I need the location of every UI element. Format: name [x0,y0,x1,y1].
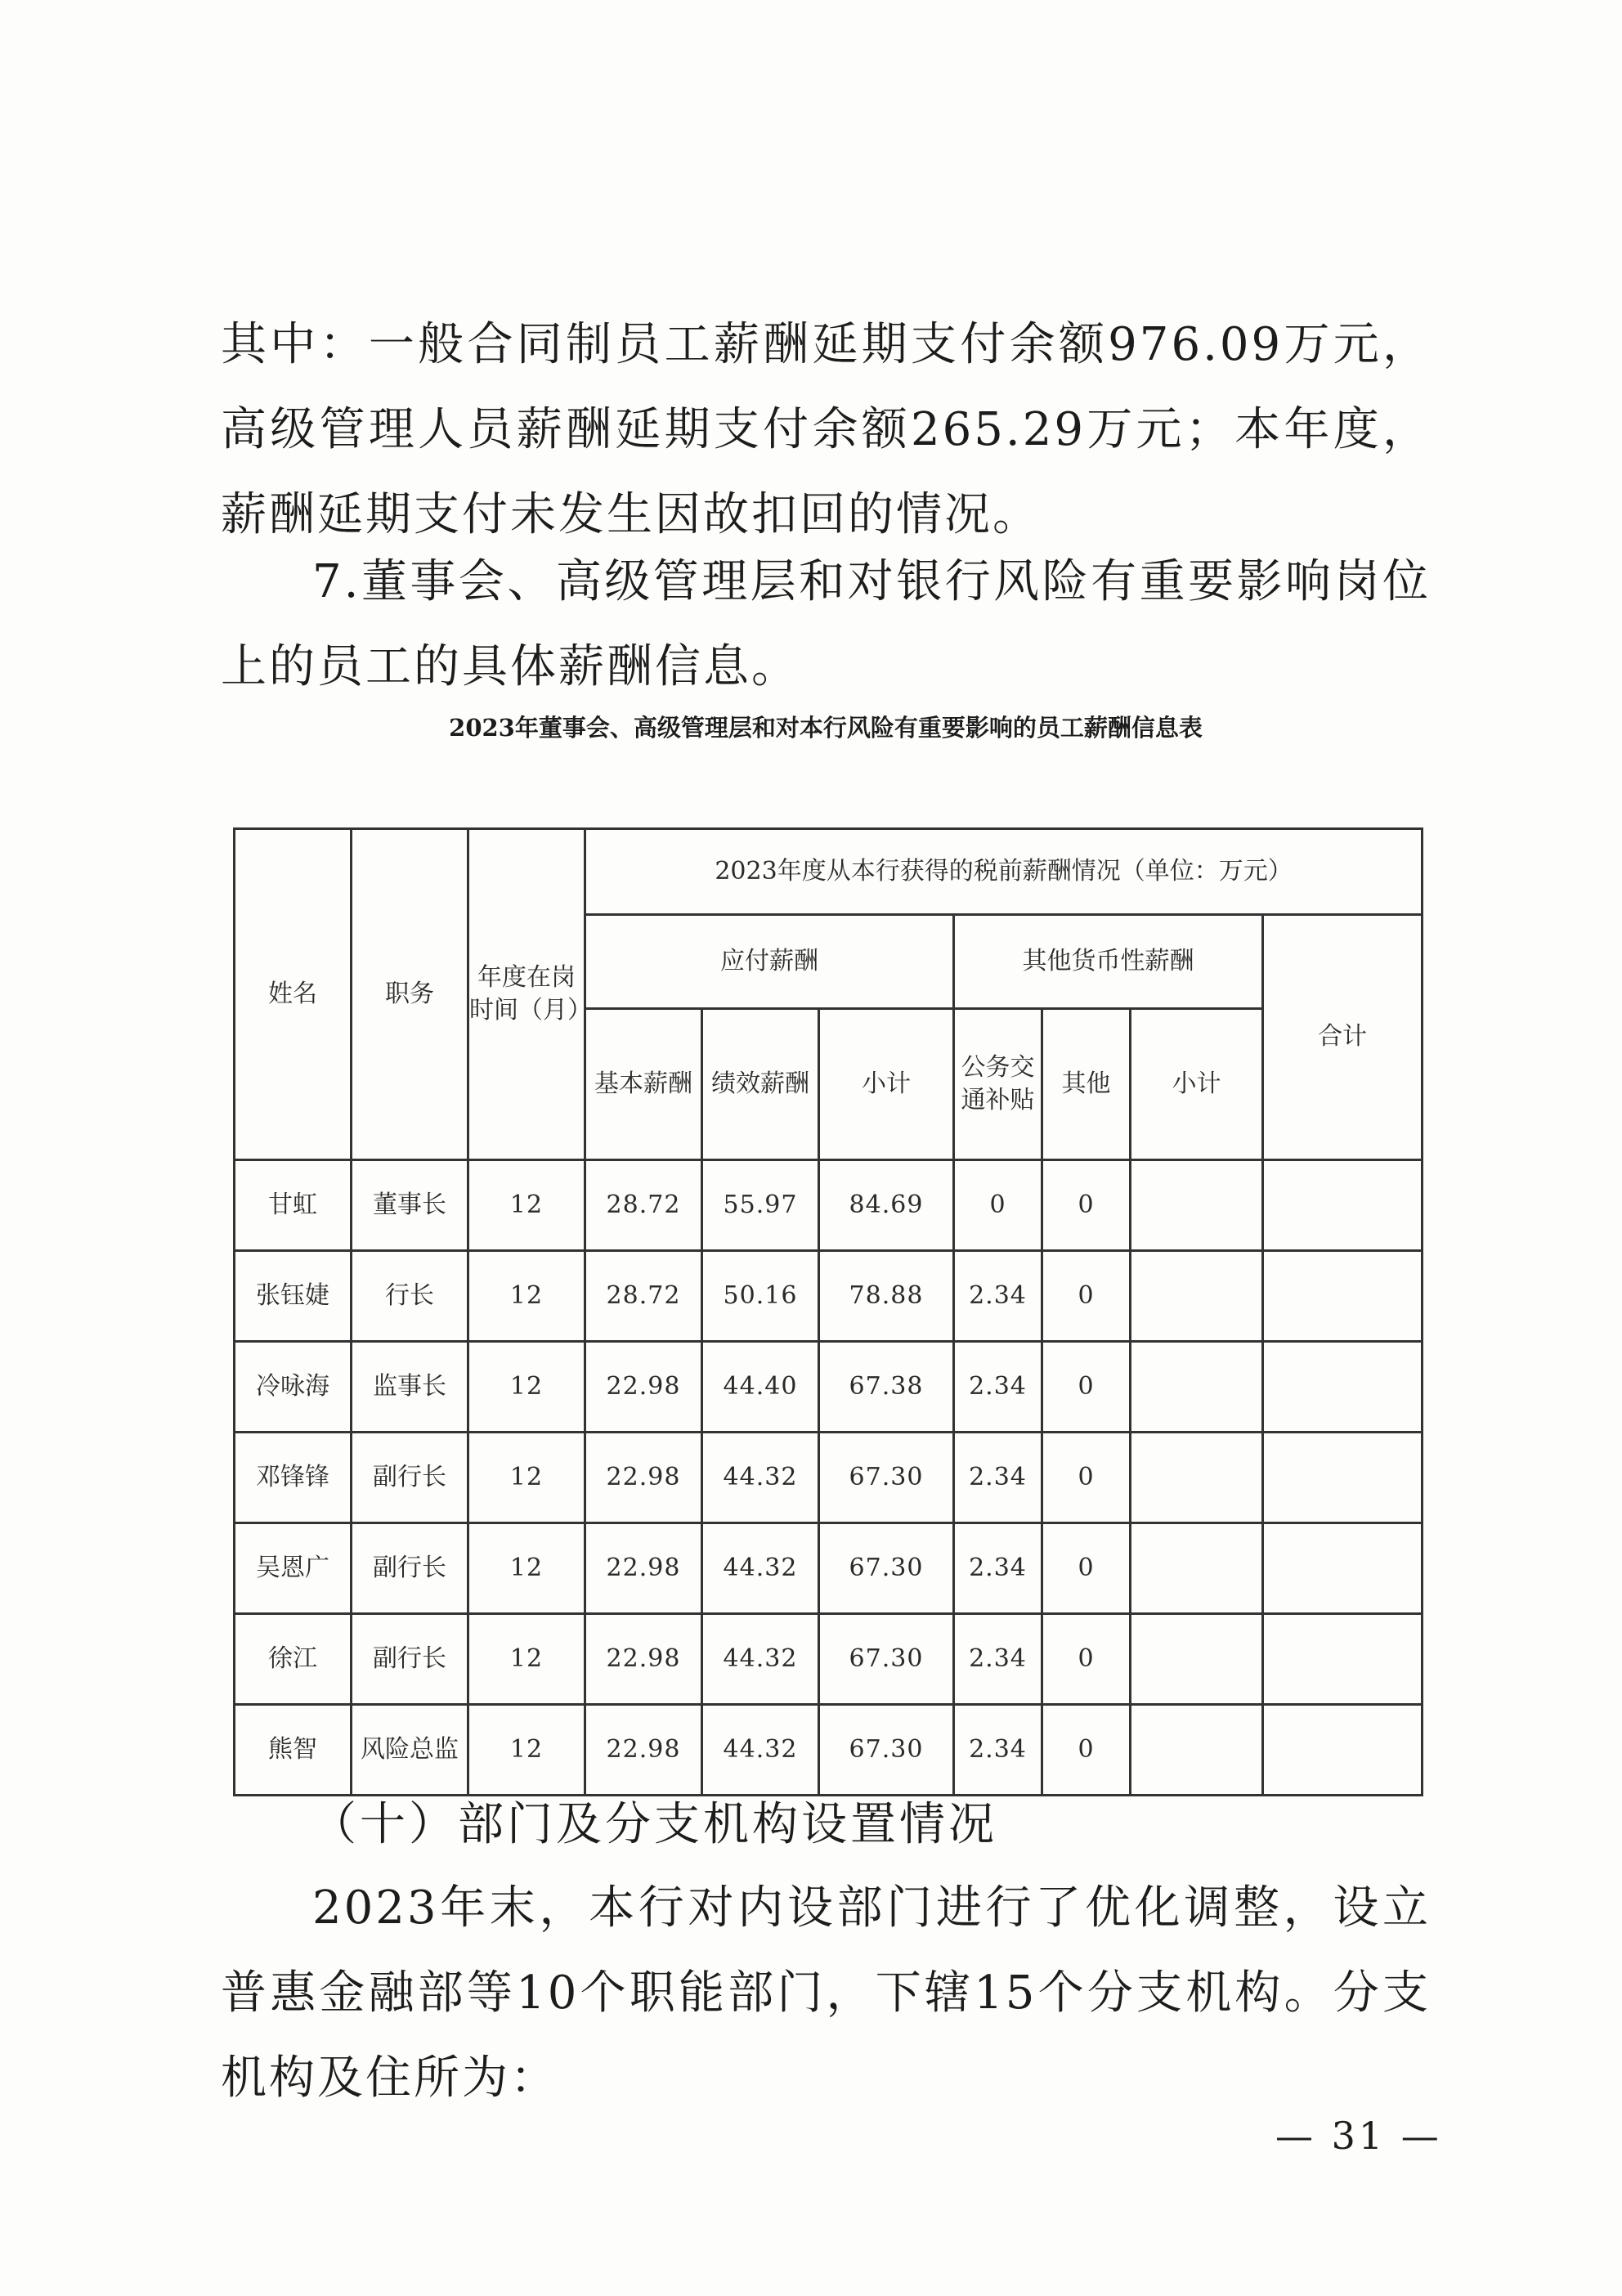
cell-months: 12 [468,1614,585,1705]
cell-transport: 2.34 [954,1251,1042,1342]
table-row [235,1251,1423,1342]
cell-other: 0 [1042,1705,1131,1796]
cell-other-subtotal [1131,1705,1263,1796]
cell-other: 0 [1042,1433,1131,1523]
header-total: 合计 [1263,915,1423,1160]
cell-other: 0 [1042,1614,1131,1705]
cell-subtotal: 67.30 [819,1614,954,1705]
cell-other: 0 [1042,1342,1131,1433]
cell-transport: 2.34 [954,1342,1042,1433]
cell-months: 12 [468,1251,585,1342]
cell-basic: 22.98 [585,1705,702,1796]
cell-name: 邓锋锋 [235,1433,352,1523]
header-name: 姓名 [235,829,352,1160]
header-pay-group: 2023年度从本行获得的税前薪酬情况（单位：万元） [585,829,1423,915]
header-subtotal-payable: 小计 [819,1009,954,1160]
section-heading: （十）部门及分支机构设置情况 [311,1798,997,1851]
cell-performance: 44.32 [702,1523,819,1614]
paragraph-departments: 2023年末，本行对内设部门进行了优化调整，设立普惠金融部等10个职能部门，下辖15个分支机构。分支机构及住所为： [221,1881,1431,2105]
cell-subtotal: 67.30 [819,1433,954,1523]
cell-name: 甘虹 [235,1160,352,1251]
cell-other-subtotal [1131,1523,1263,1614]
cell-performance: 50.16 [702,1251,819,1342]
cell-name: 张钰婕 [235,1251,352,1342]
cell-total [1263,1705,1423,1796]
cell-total [1263,1160,1423,1251]
header-other: 其他 [1042,1009,1131,1160]
cell-performance: 44.32 [702,1614,819,1705]
cell-transport: 2.34 [954,1523,1042,1614]
cell-other: 0 [1042,1160,1131,1251]
cell-basic: 28.72 [585,1251,702,1342]
cell-months: 12 [468,1160,585,1251]
table-row [235,1342,1423,1433]
header-months: 年度在岗时间（月） [468,829,585,1160]
cell-performance: 55.97 [702,1160,819,1251]
cell-performance: 44.32 [702,1433,819,1523]
cell-total [1263,1614,1423,1705]
cell-name: 吴恩广 [235,1523,352,1614]
cell-subtotal: 67.30 [819,1523,954,1614]
cell-transport: 2.34 [954,1433,1042,1523]
cell-transport: 2.34 [954,1705,1042,1796]
cell-position: 副行长 [352,1614,468,1705]
cell-months: 12 [468,1523,585,1614]
cell-basic: 22.98 [585,1614,702,1705]
table-caption: 2023年董事会、高级管理层和对本行风险有重要影响的员工薪酬信息表 [449,714,1203,742]
cell-position: 副行长 [352,1523,468,1614]
page-number: — 31 — [1275,2114,1442,2158]
cell-other-subtotal [1131,1251,1263,1342]
cell-other: 0 [1042,1251,1131,1342]
cell-total [1263,1251,1423,1342]
cell-performance: 44.40 [702,1342,819,1433]
cell-position: 董事长 [352,1160,468,1251]
cell-subtotal: 84.69 [819,1160,954,1251]
cell-months: 12 [468,1433,585,1523]
cell-name: 冷咏海 [235,1342,352,1433]
table-row [235,1433,1423,1523]
cell-other: 0 [1042,1523,1131,1614]
cell-months: 12 [468,1342,585,1433]
cell-position: 副行长 [352,1433,468,1523]
header-basic: 基本薪酬 [585,1009,702,1160]
cell-months: 12 [468,1705,585,1796]
cell-basic: 28.72 [585,1160,702,1251]
cell-basic: 22.98 [585,1433,702,1523]
paragraph-deferred-pay: 其中：一般合同制员工薪酬延期支付余额976.09万元，高级管理人员薪酬延期支付余额265.29万元；本年度，薪酬延期支付未发生因故扣回的情况。 [221,318,1431,541]
cell-position: 行长 [352,1251,468,1342]
header-performance: 绩效薪酬 [702,1009,819,1160]
cell-total [1263,1523,1423,1614]
cell-subtotal: 67.38 [819,1342,954,1433]
cell-position: 风险总监 [352,1705,468,1796]
cell-name: 熊智 [235,1705,352,1796]
table-row [235,1523,1423,1614]
cell-other-subtotal [1131,1433,1263,1523]
cell-transport: 0 [954,1160,1042,1251]
table-row [235,1614,1423,1705]
paragraph-item-7: 7.董事会、高级管理层和对银行风险有重要影响岗位上的员工的具体薪酬信息。 [221,555,1431,693]
header-subtotal-other: 小计 [1131,1009,1263,1160]
cell-position: 监事长 [352,1342,468,1433]
cell-total [1263,1433,1423,1523]
header-payable: 应付薪酬 [585,915,954,1009]
cell-other-subtotal [1131,1614,1263,1705]
compensation-table [233,827,1423,1796]
cell-other-subtotal [1131,1160,1263,1251]
cell-basic: 22.98 [585,1342,702,1433]
header-row-1 [235,829,1423,915]
table-row [235,1160,1423,1251]
cell-other-subtotal [1131,1342,1263,1433]
table-row [235,1705,1423,1796]
cell-name: 徐江 [235,1614,352,1705]
cell-subtotal: 67.30 [819,1705,954,1796]
header-transport: 公务交通补贴 [954,1009,1042,1160]
cell-total [1263,1342,1423,1433]
cell-performance: 44.32 [702,1705,819,1796]
header-position: 职务 [352,829,468,1160]
cell-subtotal: 78.88 [819,1251,954,1342]
header-other-monetary: 其他货币性薪酬 [954,915,1263,1009]
cell-basic: 22.98 [585,1523,702,1614]
cell-transport: 2.34 [954,1614,1042,1705]
